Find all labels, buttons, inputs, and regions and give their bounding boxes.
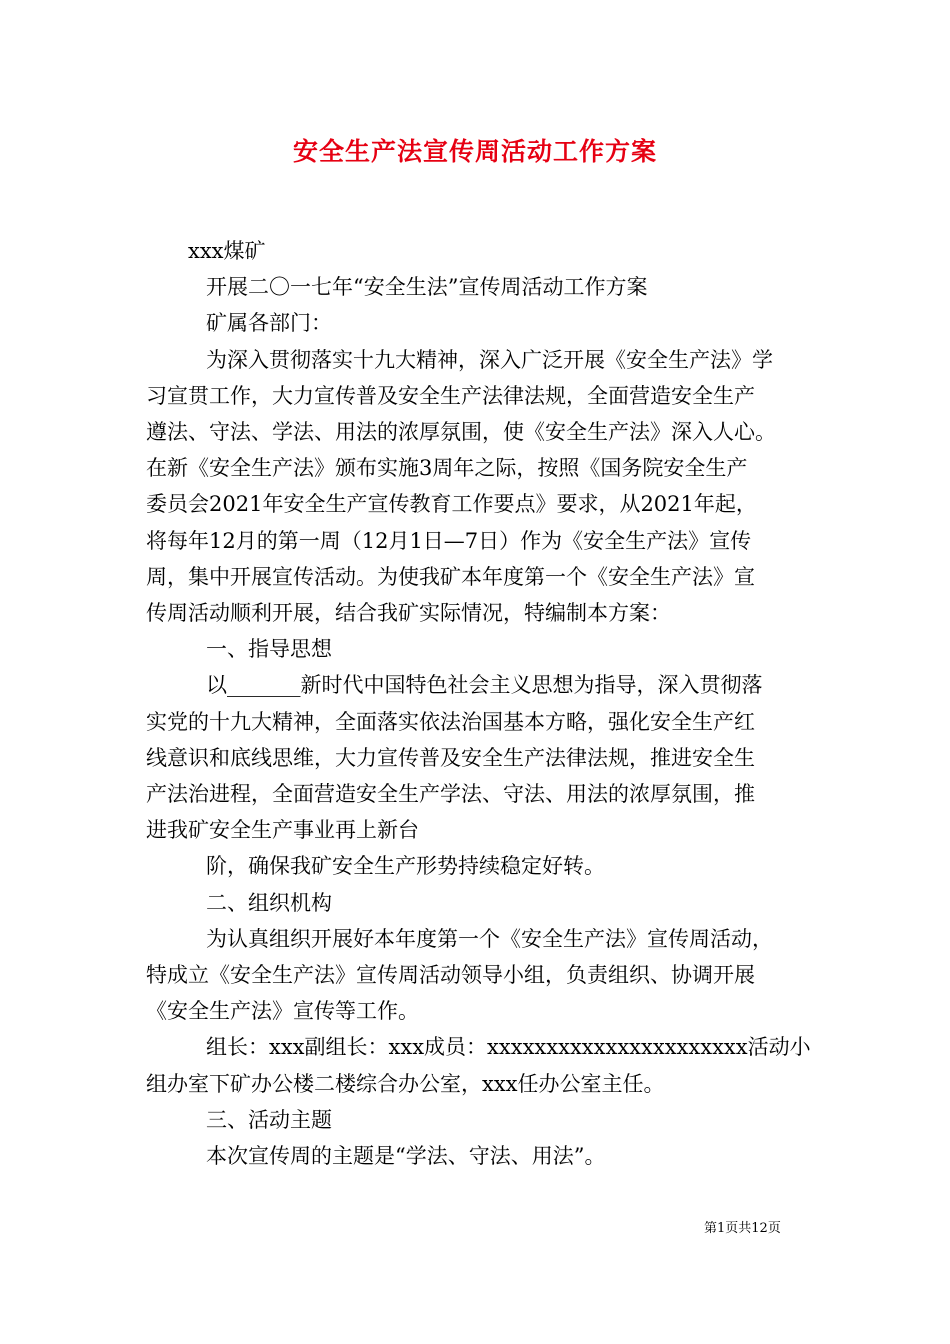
paragraph-line: 将每年12月的第一周（12月1日—7日）作为《安全生产法》宣传 [146,528,752,553]
paragraph-line: 委员会2021年安全生产宣传教育工作要点》要求，从2021年起， [146,492,757,517]
paragraph-line: 线意识和底线思维，大力宣传普及安全生产法律法规，推进安全生 [146,745,755,770]
paragraph-line: 周，集中开展宣传活动。为使我矿本年度第一个《安全生产法》宣 [146,564,755,589]
paragraph-line: 传周活动顺利开展，结合我矿实际情况，特编制本方案： [146,601,671,626]
salutation-line: 矿属各部门： [206,311,332,336]
document-body [146,233,811,1174]
org-name-line: xxx煤矿 [188,239,266,263]
paragraph-line: 遵法、守法、学法、用法的浓厚氛围，使《安全生产法》深入人心。 [146,420,776,445]
paragraph-line: 组办室下矿办公楼二楼综合办公室，xxx任办公室主任。 [146,1071,665,1096]
paragraph-line: 产法治进程，全面营造安全生产学法、守法、用法的浓厚氛围，推 [146,782,755,807]
section-heading-organization: 二、组织机构 [206,890,332,915]
paragraph-line: 《安全生产法》宣传等工作。 [146,999,419,1024]
paragraph-line: 为认真组织开展好本年度第一个《安全生产法》宣传周活动， [206,926,773,951]
page-footer: 第1页共12页 [704,1221,781,1236]
paragraph-line: 习宣贯工作，大力宣传普及安全生产法律法规，全面营造安全生产 [146,383,755,408]
paragraph-line: 实党的十九大精神，全面落实依法治国基本方略，强化安全生产红 [146,709,755,734]
section-heading-guiding: 一、指导思想 [206,637,332,662]
paragraph-line: 为深入贯彻落实十九大精神，深入广泛开展《安全生产法》学 [206,347,773,372]
paragraph-line: 在新《安全生产法》颁布实施3周年之际，按照《国务院安全生产 [146,456,748,481]
paragraph-line: 本次宣传周的主题是“学法、守法、用法”。 [206,1144,606,1169]
paragraph-line: 以_______新时代中国特色社会主义思想为指导，深入贯彻落 [206,673,763,698]
paragraph-line: 特成立《安全生产法》宣传周活动领导小组，负责组织、协调开展 [146,963,755,988]
document-title: 安全生产法宣传周活动工作方案 [292,137,657,166]
section-heading-theme: 三、活动主题 [206,1107,332,1132]
plan-subtitle-line: 开展二〇一七年“安全生法”宣传周活动工作方案 [206,275,648,300]
paragraph-line: 进我矿安全生产事业再上新台 [146,818,419,843]
paragraph-line: 阶，确保我矿安全生产形势持续稳定好转。 [206,854,605,879]
paragraph-line: 组长：xxx副组长：xxx成员：xxxxxxxxxxxxxxxxxxxxxx活动小 [206,1035,811,1060]
